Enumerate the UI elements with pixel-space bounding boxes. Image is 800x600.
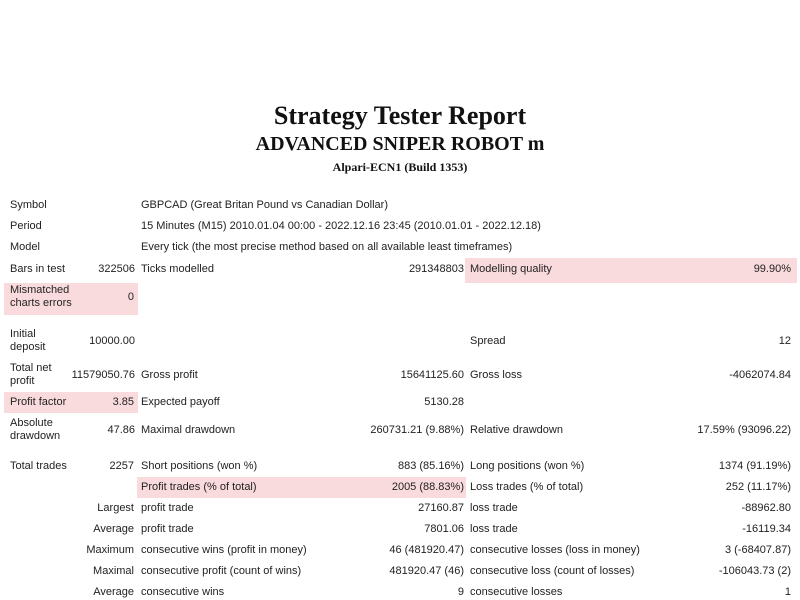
maximal-consecutive-profit-label: consecutive profit (count of wins) [141, 565, 302, 577]
modelling-quality-value: 99.90% [753, 263, 791, 275]
largest-profit-trade-label: profit trade [141, 502, 194, 514]
profit-factor-label: Profit factor [10, 396, 67, 408]
ticks-label: Ticks modelled [141, 263, 214, 275]
loss-trades-value: 252 (11.17%) [725, 481, 791, 493]
total-net-profit-label-line2: profit [10, 375, 35, 387]
absolute-drawdown-label-line2: drawdown [10, 430, 61, 442]
report-title: Strategy Tester Report [273, 101, 527, 130]
bars-value: 322506 [98, 263, 135, 275]
profit-factor-value: 3.85 [112, 396, 134, 408]
maximal-consecutive-loss-label: consecutive loss (count of losses) [470, 565, 635, 577]
mismatched-label-line1: Mismatched [10, 284, 70, 296]
average-consecutive-wins-value: 9 [457, 586, 464, 598]
mismatched-label-line2: charts errors [10, 297, 72, 309]
spread-label: Spread [470, 335, 506, 347]
max-consecutive-wins-label: consecutive wins (profit in money) [141, 544, 307, 556]
max-consecutive-losses-value: 3 (-68407.87) [724, 544, 791, 556]
total-net-profit-value: 11579050.76 [71, 369, 135, 381]
modelling-quality-label: Modelling quality [470, 263, 552, 275]
initial-deposit-value: 10000.00 [89, 335, 135, 347]
symbol-label: Symbol [10, 199, 47, 211]
max-consecutive-wins-value: 46 (481920.47) [389, 544, 464, 556]
maximal-consecutive-loss-value: -106043.73 (2) [718, 565, 791, 577]
gross-loss-value: -4062074.84 [729, 369, 791, 381]
bars-label: Bars in test [10, 263, 66, 275]
short-positions-value: 883 (85.16%) [397, 460, 464, 472]
relative-drawdown-value: 17.59% (93096.22) [697, 424, 791, 436]
absolute-drawdown-value: 47.86 [107, 424, 135, 436]
expected-payoff-value: 5130.28 [424, 396, 464, 408]
spread-value: 12 [778, 335, 791, 347]
server-build: Alpari-ECN1 (Build 1353) [332, 160, 468, 174]
symbol-value: GBPCAD (Great Britan Pound vs Canadian Dollar) [141, 199, 388, 211]
total-net-profit-label-line1: Total net [10, 362, 52, 374]
max-consecutive-losses-label: consecutive losses (loss in money) [470, 544, 640, 556]
initial-deposit-label-line1: Initial [10, 328, 36, 340]
gross-profit-value: 15641125.60 [400, 369, 464, 381]
period-value: 15 Minutes (M15) 2010.01.04 00:00 - 2022.12.16 23:45 (2010.01.01 - 2022.12.18) [141, 220, 541, 232]
model-value: Every tick (the most precise method based on all available least timeframes) [141, 241, 513, 253]
robot-name: ADVANCED SNIPER ROBOT m [255, 133, 545, 155]
total-trades-value: 2257 [109, 460, 134, 472]
mismatched-value: 0 [127, 291, 134, 303]
absolute-drawdown-label-line1: Absolute [10, 417, 53, 429]
average-loss-trade-label: loss trade [470, 523, 518, 535]
loss-trades-label: Loss trades (% of total) [470, 481, 584, 493]
average-profit-trade-label: profit trade [141, 523, 194, 535]
profit-trades-label: Profit trades (% of total) [141, 481, 257, 493]
long-positions-label: Long positions (won %) [470, 460, 585, 472]
maximal-label: Maximal [93, 565, 134, 577]
maximal-drawdown-label: Maximal drawdown [141, 424, 236, 436]
maximal-drawdown-value: 260731.21 (9.88%) [370, 424, 464, 436]
maximal-consecutive-profit-value: 481920.47 (46) [389, 565, 464, 577]
ticks-value: 291348803 [408, 263, 464, 275]
average-loss-trade-value: -16119.34 [742, 523, 791, 535]
initial-deposit-label-line2: deposit [10, 341, 46, 353]
long-positions-value: 1374 (91.19%) [718, 460, 791, 472]
average-consecutive-wins-label: consecutive wins [141, 586, 225, 598]
largest-label: Largest [97, 502, 134, 514]
largest-profit-trade-value: 27160.87 [418, 502, 464, 514]
largest-loss-trade-label: loss trade [470, 502, 518, 514]
model-label: Model [10, 241, 40, 253]
short-positions-label: Short positions (won %) [141, 460, 258, 472]
largest-loss-trade-value: -88962.80 [741, 502, 791, 514]
average-profit-trade-value: 7801.06 [424, 523, 464, 535]
average-consecutive-label: Average [93, 586, 134, 598]
gross-loss-label: Gross loss [470, 369, 522, 381]
average-consecutive-losses-value: 1 [784, 586, 791, 598]
relative-drawdown-label: Relative drawdown [470, 424, 563, 436]
period-label: Period [10, 220, 42, 232]
maximum-label: Maximum [86, 544, 134, 556]
average-label: Average [93, 523, 134, 535]
expected-payoff-label: Expected payoff [141, 396, 220, 408]
average-consecutive-losses-label: consecutive losses [470, 586, 563, 598]
gross-profit-label: Gross profit [141, 369, 198, 381]
profit-trades-value: 2005 (88.83%) [391, 481, 464, 493]
total-trades-label: Total trades [10, 460, 67, 472]
